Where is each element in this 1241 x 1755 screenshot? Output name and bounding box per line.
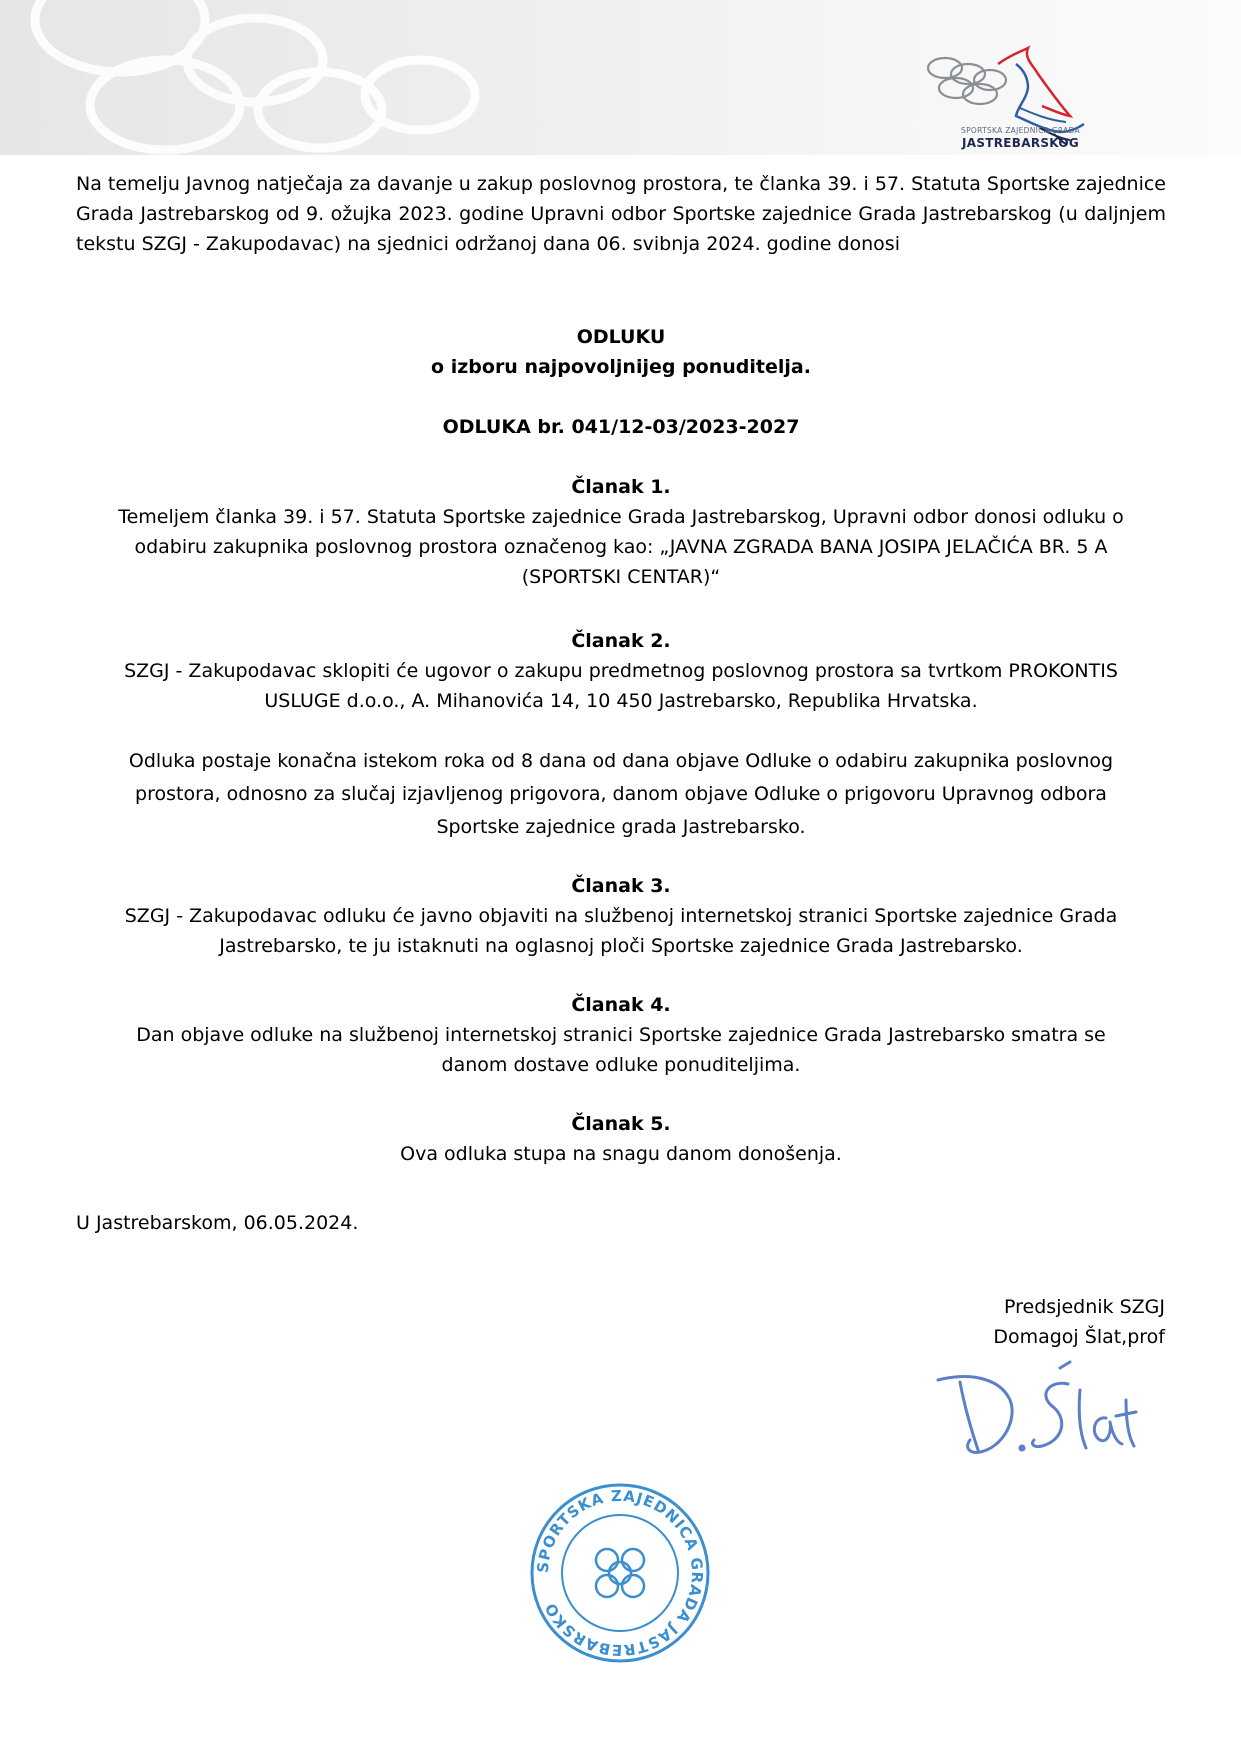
text-line: Temeljem članka 39. i 57. Statuta Sportske zajednice Grada Jastrebarskog, Upravni odbor donosi odluku o [118, 506, 1124, 528]
text-line: USLUGE d.o.o., A. Mihanovića 14, 10 450 Jastrebarsko, Republika Hrvatska. [264, 690, 978, 712]
text-line: danom dostave odluke ponuditeljima. [441, 1054, 801, 1076]
article-4-heading: Članak 4. [571, 994, 671, 1016]
text-line: Odluka postaje konačna istekom roka od 8 dana od dana objave Odluke o odabiru zakupnika poslovnog [128, 750, 1114, 772]
text-line: Dan objave odluke na službenoj internetskoj stranici Sportske zajednice Grada Jastrebarsko smatra se [136, 1024, 1106, 1046]
article-2-heading: Članak 2. [571, 630, 671, 652]
article-1-heading: Članak 1. [571, 476, 671, 498]
handwritten-signature [930, 1360, 1140, 1470]
article-5-heading: Članak 5. [571, 1113, 671, 1135]
olympic-rings-watermark [0, 0, 700, 155]
article-4-body [76, 1020, 1166, 1080]
text-line: Sportske zajednice grada Jastrebarsko. [436, 816, 806, 838]
place-and-date: U Jastrebarskom, 06.05.2024. [76, 1212, 359, 1234]
text-line: prostora, odnosno za slučaj izjavljenog prigovora, danom objave Odluke o prigovoru Upravnog odbora [135, 783, 1107, 805]
article-2-finality-paragraph [76, 745, 1166, 844]
logo-subtitle: SPORTSKA ZAJEDNICA GRADA [961, 126, 1080, 135]
svg-text:SPORTSKA ZAJEDNICA GRADA JASTR: SPORTSKA ZAJEDNICA GRADA JASTREBARSKO [533, 1486, 707, 1660]
logo-title: JASTREBARSKOG [961, 136, 1080, 150]
document-title: ODLUKU [576, 326, 666, 348]
text-line: Jastrebarsko, te ju istaknuti na oglasnoj ploči Sportske zajednice Grada Jastrebarsko. [219, 935, 1023, 957]
decision-number: ODLUKA br. 041/12-03/2023-2027 [442, 416, 800, 438]
signer-role: Predsjednik SZGJ [1004, 1296, 1165, 1318]
document-subtitle: o izboru najpovoljnijeg ponuditelja. [431, 356, 811, 378]
article-3-body [76, 901, 1166, 961]
text-line: Ova odluka stupa na snagu danom donošenja. [400, 1143, 842, 1165]
text-line: (SPORTSKI CENTAR)“ [521, 566, 721, 588]
signer-name: Domagoj Šlat,prof [993, 1326, 1165, 1348]
article-3-heading: Članak 3. [571, 875, 671, 897]
text-line: odabiru zakupnika poslovnog prostora označenog kao: „JAVNA ZGRADA BANA JOSIPA JELAČIĆA BR. 5 A [134, 536, 1108, 558]
article-2-body [76, 656, 1166, 716]
text-line: SZGJ - Zakupodavac sklopiti će ugovor o zakupu predmetnog poslovnog prostora sa tvrtkom PROKONTIS [124, 660, 1118, 682]
intro-paragraph: Na temelju Javnog natječaja za davanje u zakup poslovnog prostora, te članka 39. i 57. Statuta Sportske zajednice Grada Jastrebarskog od 9. ožujka 2023. godine Upravni odbor Sportske zajednice Grada Jastrebarskog (u daljnjem tekstu SZGJ - Zakupodavac) na sjednici održanoj dana 06. svibnja 2024. godine donosi [76, 173, 1166, 255]
article-1-body [76, 502, 1166, 592]
article-5-body [76, 1139, 1166, 1169]
official-stamp [525, 1478, 715, 1668]
text-line: SZGJ - Zakupodavac odluku će javno objaviti na službenoj internetskoj stranici Sportske zajednice Grada [124, 905, 1118, 927]
